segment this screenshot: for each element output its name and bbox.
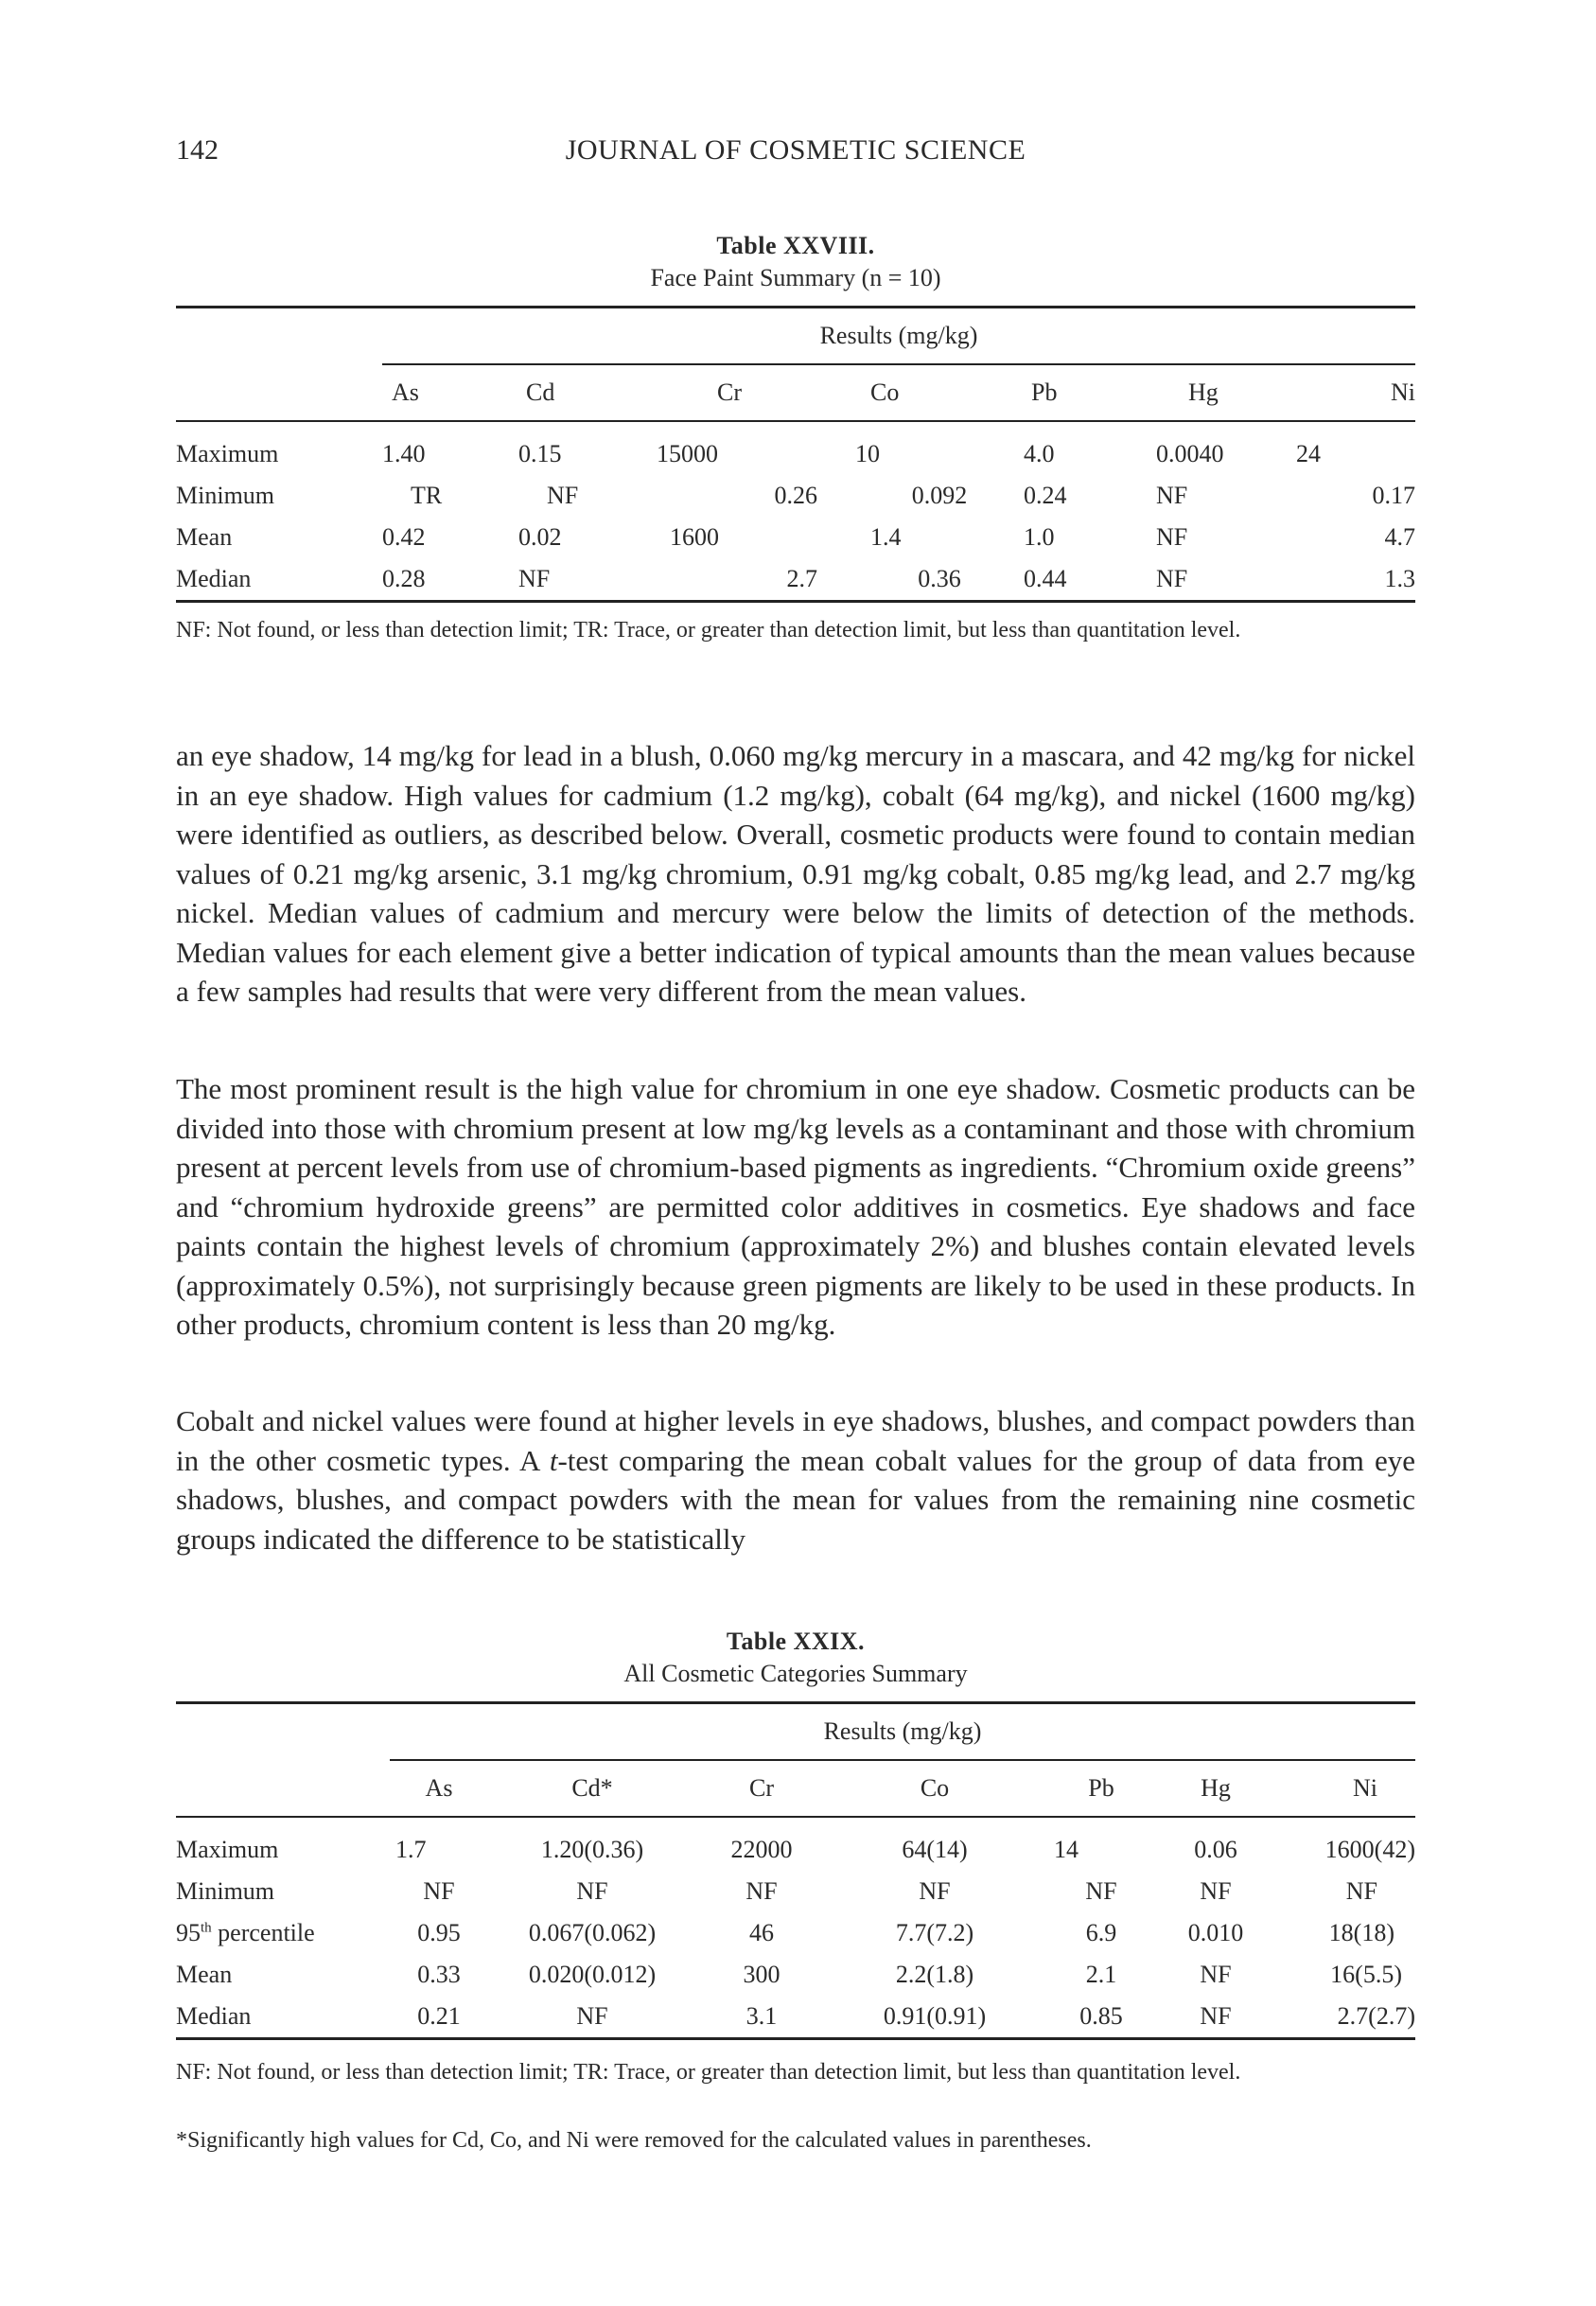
label-text: percentile	[211, 1919, 315, 1946]
paragraph-text: -test comparing the mean cobalt values for the group of data from eye shadows, blushes, and compact powders with the mean for values from the remaining nine cosmetic groups indicated the difference to be statistically	[176, 1443, 1415, 1556]
table-cell: NF	[1156, 558, 1296, 602]
table-cell: 1.3	[1296, 558, 1415, 602]
column-header: Pb	[1024, 364, 1156, 421]
table-cell: 1.7	[395, 1836, 427, 1863]
table-cell: 2.2(1.8)	[895, 1961, 974, 1988]
table-cell: 7.7(7.2)	[895, 1919, 974, 1946]
table-cell: NF	[919, 1877, 951, 1905]
table-cell: 4.7	[1384, 523, 1415, 551]
row-label: Mean	[176, 523, 233, 551]
column-header: Hg	[1160, 1760, 1272, 1817]
table-cell: NF	[1156, 523, 1188, 551]
page-header	[176, 134, 1415, 172]
table-note: NF: Not found, or less than detection limit; TR: Trace, or greater than detection limit, but less than quantitation level.	[176, 618, 1241, 643]
table-cell: 15000	[657, 440, 718, 467]
column-header: Ni	[1272, 1760, 1415, 1817]
column-header: Cr	[657, 364, 855, 421]
journal-title: JOURNAL OF COSMETIC SCIENCE	[565, 134, 1026, 166]
table-cell: 300	[743, 1961, 780, 1988]
table-cell: NF	[423, 1877, 455, 1905]
page-number: 142	[176, 134, 219, 166]
table-cell: 0.28	[382, 558, 518, 602]
table-cell: 0.21	[390, 1996, 488, 2039]
table-cell: 6.9	[1085, 1919, 1117, 1946]
table-cell: 0.0040	[1156, 440, 1224, 467]
table-cell: 0.42	[382, 523, 426, 551]
table-cell: 0.33	[417, 1961, 461, 1988]
table-cell: 10	[855, 440, 880, 467]
table-row	[176, 1954, 1415, 1996]
results-spanner: Results (mg/kg)	[382, 308, 1415, 365]
row-label: Minimum	[176, 1877, 275, 1905]
column-header: Co	[855, 364, 1024, 421]
table-cell: 24	[1296, 440, 1321, 467]
row-label: Median	[176, 1996, 390, 2039]
column-header: Cd	[518, 364, 657, 421]
table-cell: TR	[411, 482, 443, 509]
body-paragraph: an eye shadow, 14 mg/kg for lead in a blush, 0.060 mg/kg mercury in a mascara, and 42 mg/kg for nickel in an eye shadow. High values for cadmium (1.2 mg/kg), cobalt (64 mg/kg), and nickel (1600 mg/kg) were identified as outliers, as described below. Overall, cosmetic products were found to contain median values of 0.21 mg/kg arsenic, 3.1 mg/kg chromium, 0.91 mg/kg cobalt, 0.85 mg/kg lead, and 2.7 mg/kg nickel. Median values of cadmium and mercury were below the limits of detection of the methods. Median values for each element give a better indication of typical amounts than the mean values because a few samples had results that were very different from the mean values.	[176, 739, 1415, 1008]
table-row	[176, 558, 1415, 602]
table-cell: 0.26	[774, 482, 817, 509]
table-cell: 0.010	[1187, 1919, 1244, 1946]
table-subtitle: Face Paint Summary (n = 10)	[650, 264, 941, 291]
table-row	[176, 1912, 1415, 1954]
table-cell: 16(5.5)	[1330, 1961, 1402, 1988]
data-table	[176, 1701, 1415, 2040]
table-cell: 2.7(2.7)	[1272, 1996, 1415, 2039]
column-header: Ni	[1296, 364, 1415, 421]
table-cell: NF	[488, 1996, 696, 2039]
table-cell: NF	[745, 1877, 778, 1905]
table-cell: 64(14)	[902, 1836, 968, 1863]
table-cell: 0.15	[518, 440, 562, 467]
paragraph-text: Cobalt and nickel values were found at higher levels in eye shadows, blushes, and compact powders than in the other cosmetic types. A	[176, 1404, 1415, 1477]
table-cell: 4.0	[1024, 440, 1055, 467]
table-row	[176, 517, 1415, 558]
table-row	[176, 1996, 1415, 2039]
table-cell: 14	[1054, 1836, 1079, 1863]
table-cell: 0.95	[417, 1919, 461, 1946]
table-cell: 1600	[670, 523, 719, 551]
table-cell: 22000	[730, 1836, 793, 1863]
table-cell: 18(18)	[1328, 1919, 1394, 1946]
table-cell: 0.36	[855, 558, 1024, 602]
table-cell: NF	[1200, 1877, 1232, 1905]
table-row	[176, 1829, 1415, 1871]
table-subtitle: All Cosmetic Categories Summary	[623, 1660, 968, 1687]
table-cell: 2.7	[657, 558, 855, 602]
table-row	[176, 475, 1415, 517]
column-header: Hg	[1156, 364, 1296, 421]
body-paragraph: The most prominent result is the high value for chromium in one eye shadow. Cosmetic products can be divided into those with chromium present at low mg/kg levels as a contaminant and those with chromium present at percent levels from use of chromium-based pigments as ingredients. “Chromium oxide greens” and “chromium hydroxide greens” are permitted color additives in cosmetics. Eye shadows and face paints contain the highest levels of chromium (approximately 2%) and blushes contain elevated levels (approximately 0.5%), not surprisingly because green pigments are likely to be used in these products. In other products, chromium content is less than 20 mg/kg.	[176, 1072, 1415, 1341]
table-title: Table XXIX.	[726, 1628, 866, 1655]
row-label: Maximum	[176, 440, 279, 467]
label-superscript: th	[201, 1920, 212, 1936]
row-label: Median	[176, 558, 382, 602]
table-cell: 1600(42)	[1324, 1836, 1415, 1863]
table-cell: NF	[518, 558, 657, 602]
table-row	[176, 1871, 1415, 1912]
table-cell: NF	[1160, 1996, 1272, 2039]
column-header: As	[390, 1760, 488, 1817]
data-table	[176, 306, 1415, 603]
table-cell: NF	[1085, 1877, 1117, 1905]
table-cell: 0.44	[1024, 558, 1156, 602]
column-header: As	[382, 364, 518, 421]
row-label: Minimum	[176, 482, 275, 509]
row-label: Maximum	[176, 1836, 279, 1863]
table-cell: 1.40	[382, 440, 426, 467]
table-cell: 3.1	[696, 1996, 827, 2039]
table-row	[176, 433, 1415, 475]
table-cell: 0.092	[911, 482, 968, 509]
table-cell: 0.02	[518, 523, 562, 551]
table-cell: NF	[1156, 482, 1188, 509]
table-cell: 0.020(0.012)	[528, 1961, 657, 1988]
results-spanner: Results (mg/kg)	[390, 1703, 1415, 1761]
table-cell: 1.20(0.36)	[540, 1836, 644, 1863]
table-cell: NF	[1345, 1877, 1377, 1905]
label-text: 95	[176, 1919, 201, 1946]
table-cell: 2.1	[1085, 1961, 1117, 1988]
row-label: Mean	[176, 1961, 233, 1988]
table-cell: 0.85	[1043, 1996, 1160, 2039]
table-cell: 0.067(0.062)	[528, 1919, 657, 1946]
body-paragraph	[176, 1401, 1415, 1558]
table-cell: 1.4	[870, 523, 902, 551]
italic-t: t	[549, 1443, 558, 1477]
table-cell: 0.91(0.91)	[827, 1996, 1043, 2039]
table-cell: 0.06	[1194, 1836, 1237, 1863]
table-cell: 1.0	[1024, 523, 1055, 551]
table-cell: 0.24	[1024, 482, 1067, 509]
table-cell: NF	[547, 482, 579, 509]
column-header: Cr	[696, 1760, 827, 1817]
table-cell: 0.17	[1372, 482, 1415, 509]
table-cell: 46	[749, 1919, 774, 1946]
table-note: NF: Not found, or less than detection limit; TR: Trace, or greater than detection limit, but less than quantitation level.	[176, 2060, 1241, 2085]
column-header: Cd*	[488, 1760, 696, 1817]
table-xxix	[176, 1626, 1415, 2040]
table-cell: NF	[1200, 1961, 1232, 1988]
row-label	[176, 1912, 390, 1954]
column-header: Pb	[1043, 1760, 1160, 1817]
column-header: Co	[827, 1760, 1043, 1817]
table-title: Table XXVIII.	[716, 232, 875, 259]
table-xxviii	[176, 230, 1415, 603]
table-footnote: *Significantly high values for Cd, Co, and Ni were removed for the calculated values in parentheses.	[176, 2128, 1092, 2153]
table-cell: NF	[576, 1877, 608, 1905]
